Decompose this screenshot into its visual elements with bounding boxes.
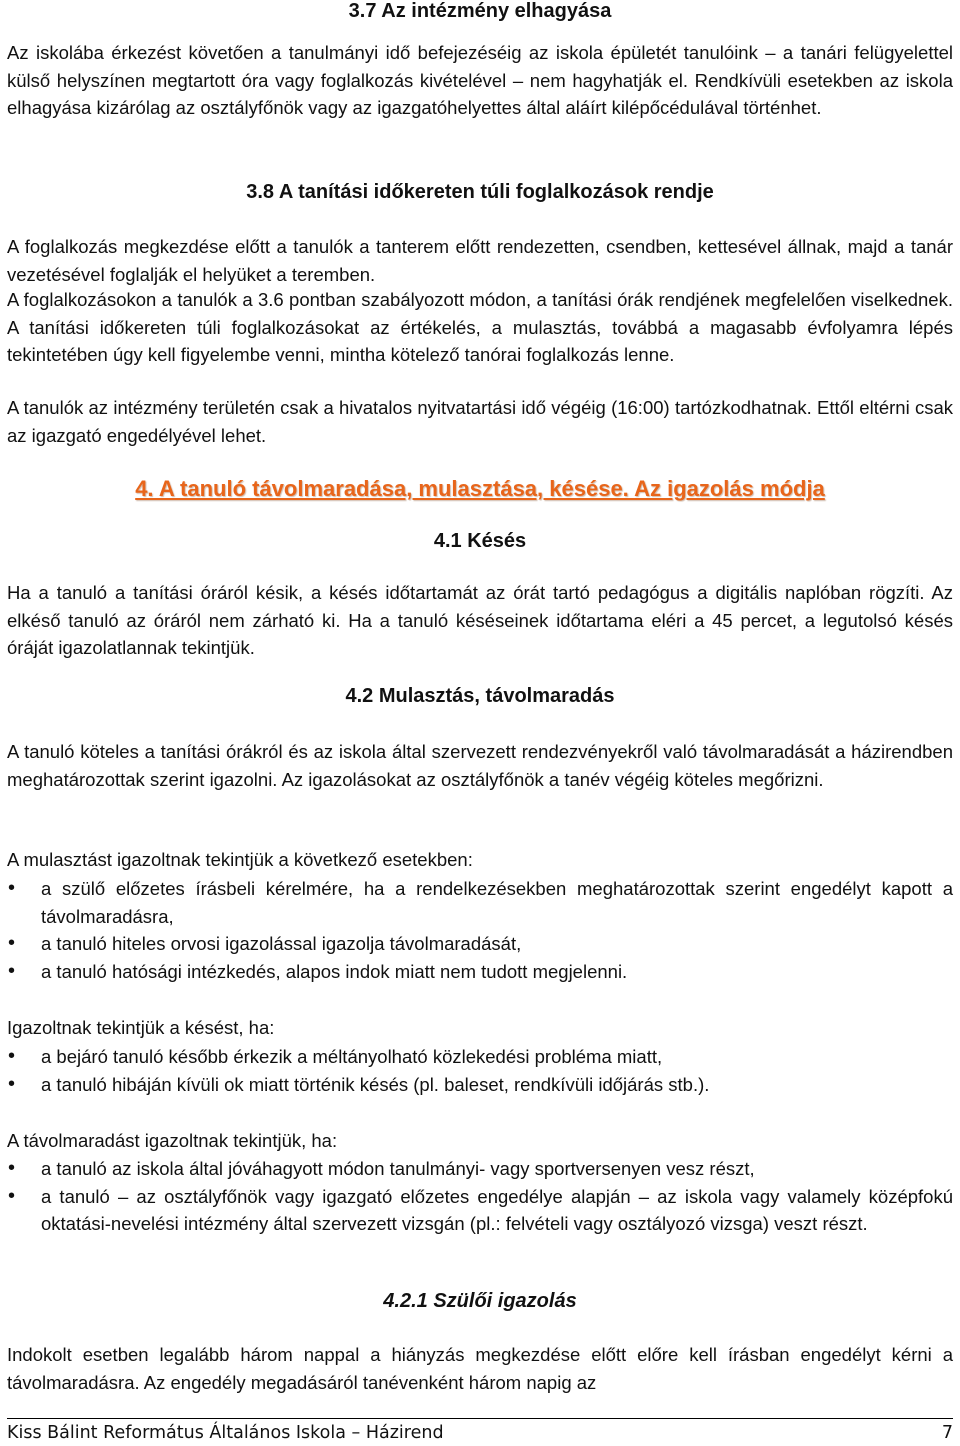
list-item: • a tanuló – az osztályfőnök vagy igazgató előzetes engedélye alapján – az iskola vagy valamely középfokú oktatási-nevelési intézmény által szervezett vizsgán (pl.: felvételi vagy osztályozó vizsga) veszt részt. xyxy=(7,1183,953,1238)
list-intro-leave: A távolmaradást igazoltnak tekintjük, ha: xyxy=(7,1130,338,1151)
list-intro-absence: A mulasztást igazoltnak tekintjük a következő esetekben: xyxy=(7,849,473,870)
list-item: • a szülő előzetes írásbeli kérelmére, ha a rendelkezésekben meghatározottak szerint engedélyt kapott a távolmaradásra, xyxy=(7,875,953,930)
page-number: 7 xyxy=(941,1423,953,1443)
list-late-cases xyxy=(7,1043,953,1098)
list-item: • a tanuló az iskola által jóváhagyott módon tanulmányi- vagy sportversenyen vesz részt, xyxy=(7,1155,953,1183)
list-item: • a tanuló hibáján kívüli ok miatt történik késés (pl. baleset, rendkívüli időjárás stb.). xyxy=(7,1071,953,1099)
paragraph-3-8-a: A foglalkozás megkezdése előtt a tanulók a tanterem előtt rendezetten, csendben, kettesével állnak, majd a tanár vezetésével foglalják el helyüket a teremben. xyxy=(7,236,953,285)
footer-title: Kiss Bálint Református Általános Iskola – Házirend xyxy=(7,1423,444,1443)
paragraph-3-7: Az iskolába érkezést követően a tanulmányi idő befejezéséig az iskola épületét tanulóink – a tanári felügyelettel külső helyszínen megtartott óra vagy foglalkozás kivételével – nem hagyhatják el. Rendkívüli esetekben az iskola elhagyása kizárólag az osztályfőnök vagy az igazgatóhelyettes által aláírt kilépőcédulával történhet. xyxy=(7,42,953,118)
paragraph-4-2: A tanuló köteles a tanítási órákról és az iskola által szervezett rendezvényekről való távolmaradását a házirendben meghatározottak szerint igazolni. Az igazolásokat az osztályfőnök a tanév végéig köteles megőrizni. xyxy=(7,741,953,790)
list-intro-late: Igazoltnak tekintjük a késést, ha: xyxy=(7,1017,275,1038)
list-item: • a tanuló hatósági intézkedés, alapos indok miatt nem tudott megjelenni. xyxy=(7,958,953,986)
heading-4-2: 4.2 Mulasztás, távolmaradás xyxy=(345,685,615,707)
page-footer xyxy=(7,1418,953,1443)
paragraph-3-8-b: A foglalkozásokon a tanulók a 3.6 pontban szabályozott módon, a tanítási órák rendjének megfelelően viselkednek. A tanítási időkereten túli foglalkozásokat az értékelés, a mulasztás, továbbá a magasabb évfolyamra lépés tekintetében úgy kell figyelembe venni, mintha kötelező tanórai foglalkozás lenne. xyxy=(7,289,953,365)
list-item: • a tanuló hiteles orvosi igazolással igazolja távolmaradását, xyxy=(7,930,953,958)
paragraph-4-2-1: Indokolt esetben legalább három nappal a hiányzás megkezdése előtt előre kell írásban engedélyt kérni a távolmaradásra. Az engedély megadásáról tanévenként három napig az xyxy=(7,1344,953,1393)
list-absence-cases xyxy=(7,875,953,985)
heading-3-8: 3.8 A tanítási időkereten túli foglalkozások rendje xyxy=(246,181,714,203)
paragraph-3-8-c: A tanulók az intézmény területén csak a hivatalos nyitvatartási idő végéig (16:00) tartózkodhatnak. Ettől eltérni csak az igazgató engedélyével lehet. xyxy=(7,397,953,446)
heading-4: 4. A tanuló távolmaradása, mulasztása, késése. Az igazolás módja xyxy=(135,476,825,501)
list-item: • a bejáró tanuló később érkezik a méltányolható közlekedési probléma miatt, xyxy=(7,1043,953,1071)
heading-4-1: 4.1 Késés xyxy=(433,530,527,552)
paragraph-4-1: Ha a tanuló a tanítási óráról késik, a késés időtartamát az órát tartó pedagógus a digitális naplóban rögzíti. Az elkéső tanuló az óráról nem zárható ki. Ha a tanuló késéseinek időtartama eléri a 45 percet, a legutolsó késés óráját igazolatlannak tekintjük. xyxy=(7,582,953,658)
heading-3-7: 3.7 Az intézmény elhagyása xyxy=(348,0,612,22)
list-leave-cases xyxy=(7,1155,953,1238)
heading-4-2-1: 4.2.1 Szülői igazolás xyxy=(383,1290,577,1312)
